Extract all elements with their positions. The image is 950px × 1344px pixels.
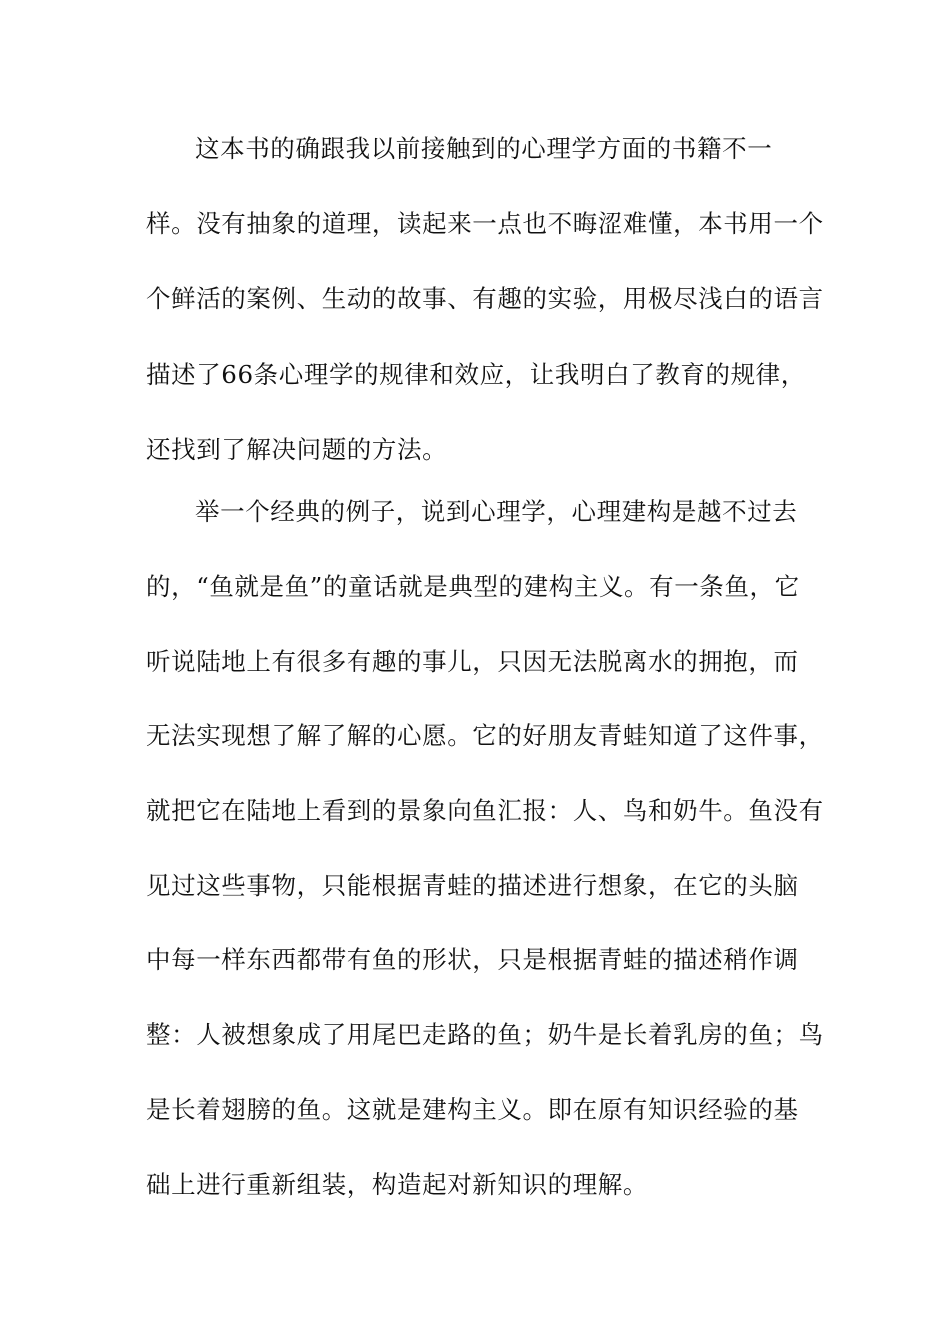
paragraph-2-line-3: 听说陆地上有很多有趣的事儿，只因无法脱离水的拥抱，而: [146, 647, 799, 676]
paragraph-1-line-4: 描述了66条心理学的规律和效应，让我明白了教育的规律，: [146, 360, 806, 389]
paragraph-2-line-10: 础上进行重新组装，构造起对新知识的理解。: [146, 1170, 648, 1199]
paragraph-1-line-5: 还找到了解决问题的方法。: [146, 435, 448, 464]
paragraph-2-line-2: 的，“鱼就是鱼”的童话就是典型的建构主义。有一条鱼，它: [146, 572, 800, 601]
paragraph-2-line-7: 中每一样东西都带有鱼的形状，只是根据青蛙的描述稍作调: [146, 945, 799, 974]
paragraph-1-line-1: 这本书的确跟我以前接触到的心理学方面的书籍不一: [195, 134, 773, 163]
paragraph-2-line-4: 无法实现想了解了解的心愿。它的好朋友青蛙知道了这件事，: [146, 721, 824, 750]
paragraph-2-line-5: 就把它在陆地上看到的景象向鱼汇报：人、鸟和奶牛。鱼没有: [146, 796, 824, 825]
paragraph-2-line-6: 见过这些事物，只能根据青蛙的描述进行想象，在它的头脑: [146, 871, 799, 900]
paragraph-2-line-1: 举一个经典的例子，说到心理学，心理建构是越不过去: [195, 497, 798, 526]
paragraph-1-line-2: 样。没有抽象的道理，读起来一点也不晦涩难懂，本书用一个: [146, 209, 824, 238]
paragraph-1-line-3: 个鲜活的案例、生动的故事、有趣的实验，用极尽浅白的语言: [146, 284, 824, 313]
paragraph-2-line-8: 整：人被想象成了用尾巴走路的鱼；奶牛是长着乳房的鱼；鸟: [146, 1020, 824, 1049]
paragraph-2-line-9: 是长着翅膀的鱼。这就是建构主义。即在原有知识经验的基: [146, 1095, 799, 1124]
